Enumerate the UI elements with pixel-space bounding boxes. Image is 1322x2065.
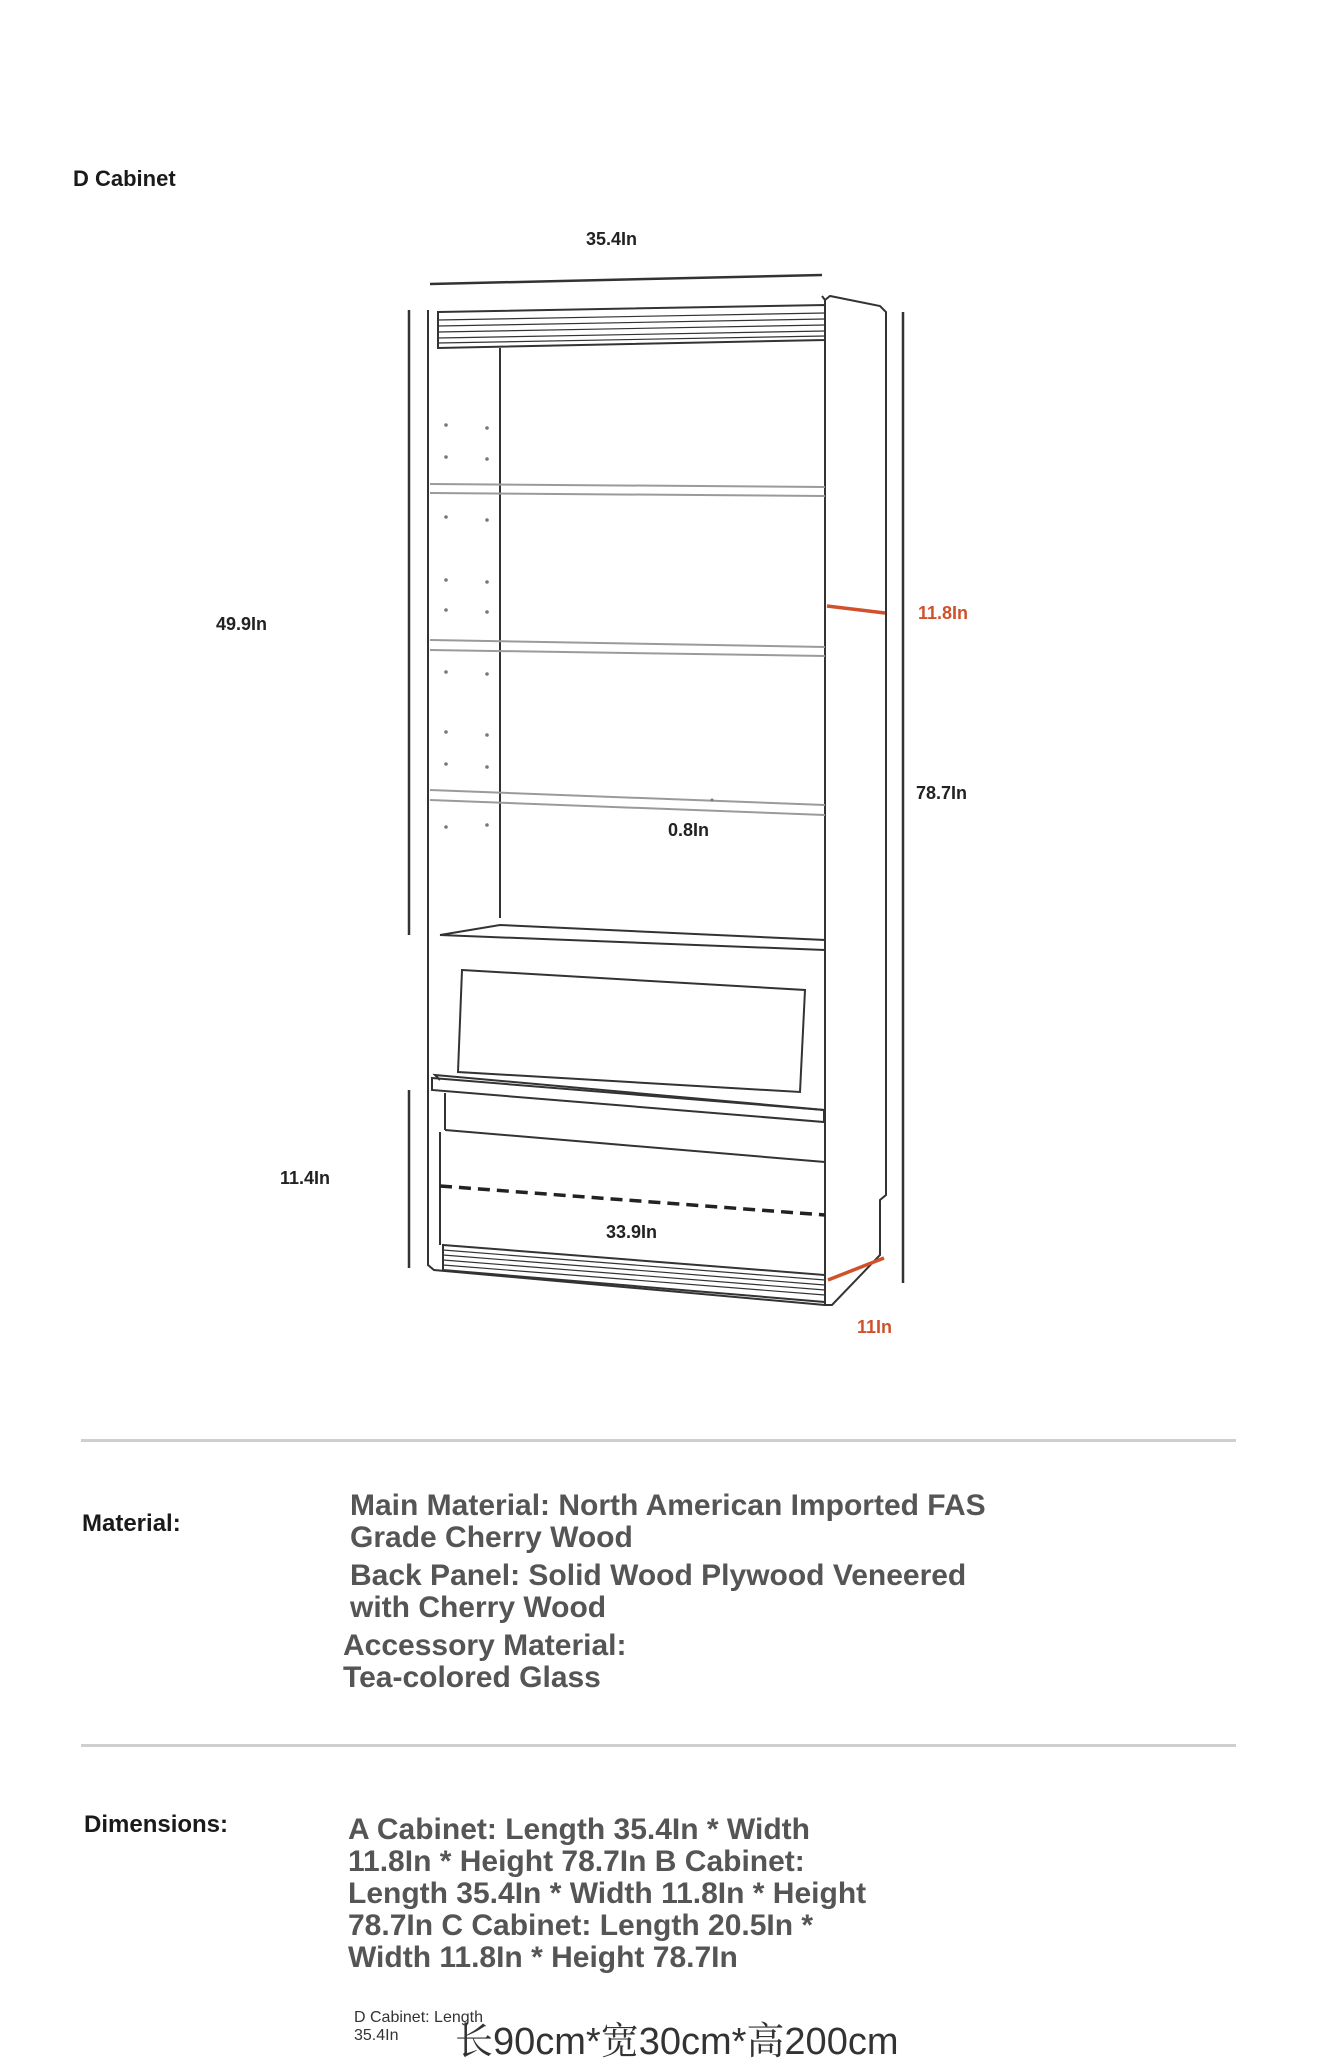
divider: [81, 1744, 1236, 1747]
shelves: [430, 484, 825, 815]
dimensions-label: Dimensions:: [84, 1811, 229, 1838]
dim-depth-right: 11.8In: [918, 603, 969, 623]
dim-shelf-thickness: 0.8In: [668, 820, 710, 840]
divider: [81, 1439, 1236, 1442]
dimensions-text: A Cabinet: Length 35.4In * Width 11.8In * Height 78.7In B Cabinet: Length 35.4In * Width 11.8In * Height 78.7In C Cabinet: Length 20.5In * Width 11.8In * Height 78.7In: [348, 1813, 867, 1974]
cabinet-outline: [428, 296, 825, 1305]
dim-base-depth: 11In: [857, 1317, 893, 1337]
cabinet-side-panel: [825, 296, 886, 1305]
material-main: Main Material: North American Imported FAS Grade Cherry Wood: [350, 1489, 986, 1554]
depth-bottom-accent: [828, 1258, 884, 1280]
dimensions-chinese: 长90cm*宽30cm*高200cm: [455, 2021, 899, 2063]
dim-width-top: 35.4In: [586, 229, 638, 249]
top-dim-line: [430, 275, 822, 284]
material-back: Back Panel: Solid Wood Plywood Veneered with Cherry Wood: [350, 1559, 967, 1624]
dashed-inner-width: [440, 1186, 825, 1215]
diagram-title: D Cabinet: [73, 166, 176, 191]
dim-height-left: 49.9In: [216, 614, 268, 634]
material-label: Material:: [82, 1510, 181, 1537]
depth-top-accent: [827, 606, 885, 613]
dim-inner-width: 33.9In: [606, 1222, 658, 1242]
dim-base-left: 11.4In: [280, 1168, 331, 1188]
dimensions-small-caption: D Cabinet: Length 35.4In: [354, 2009, 483, 2044]
plinth: [443, 1245, 825, 1302]
glass-panel: [458, 970, 805, 1092]
material-accessory: Accessory Material: Tea-colored Glass: [343, 1629, 627, 1694]
dim-height-right: 78.7In: [916, 783, 968, 803]
